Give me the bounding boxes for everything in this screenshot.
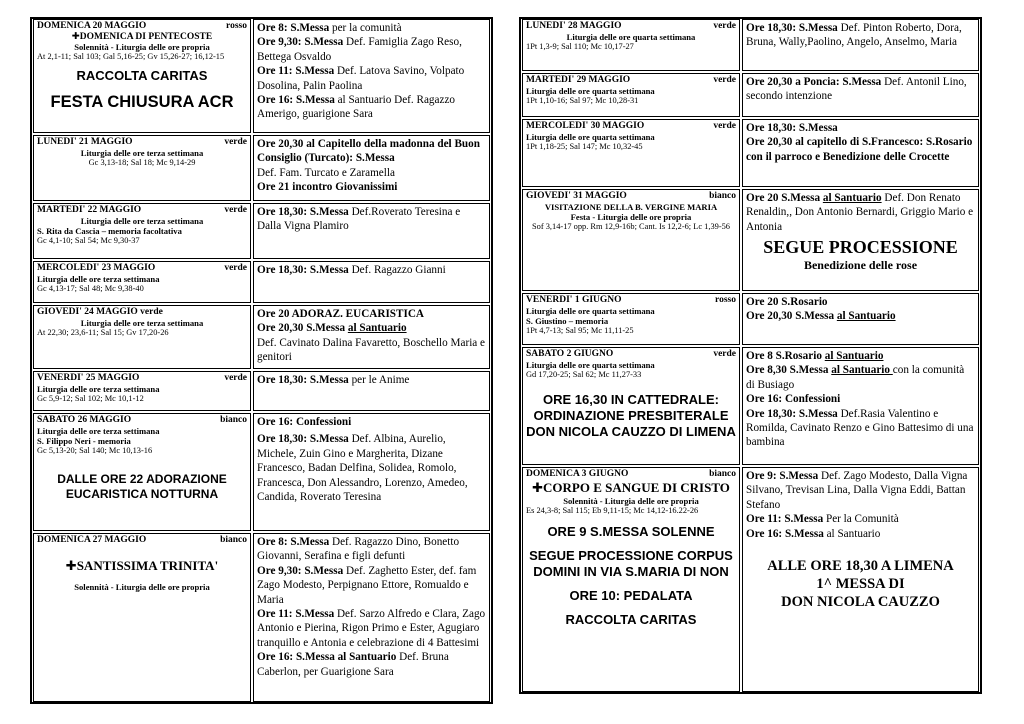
day-cell — [33, 261, 251, 303]
liturgical-color: rosso — [226, 21, 247, 31]
note-messa-solenne: ORE 9 S.MESSA SOLENNE — [547, 524, 715, 539]
mass-entry: Ore 8 S.Rosario al Santuario — [746, 350, 884, 362]
mass-cell — [742, 189, 979, 291]
memoria-note: S. Rita da Cascia – memoria facoltativa — [37, 226, 182, 236]
feast-name: VISITAZIONE DELLA B. VERGINE MARIA — [544, 202, 718, 212]
day-row-25-maggio — [32, 371, 491, 411]
day-row-1-giugno — [521, 293, 980, 345]
day-date: MARTEDI' 22 MAGGIO — [37, 205, 142, 215]
day-cell — [522, 19, 740, 71]
note-ordinazione: ORE 16,30 IN CATTEDRALE: ORDINAZIONE PRESBITERALE DON NICOLA CAUZZO DI LIMENA — [526, 392, 736, 439]
liturgy-note: Liturgia delle ore terza settimana — [80, 318, 204, 328]
day-cell — [33, 533, 251, 702]
mass-entry: Ore 18,30: S.Messa Def. Pinton Roberto, Dora, Bruna, Wally,Paolino, Angelo, Anselmo, Maria — [746, 22, 962, 49]
mass-entry: Ore 8: S.Messa Def. Ragazzo Dino, Bonetto Giovanni, Serafina e figli defunti — [257, 536, 460, 563]
readings: 1Pt 1,18-25; Sal 147; Mc 10,32-45 — [526, 142, 643, 151]
mass-cell — [253, 261, 490, 303]
cross-icon: ✚ — [65, 559, 77, 574]
mass-entry: Ore 18,30: S.Messa — [746, 122, 838, 134]
day-row-20-maggio — [32, 19, 491, 133]
note-rose: Benedizione delle rose — [803, 258, 918, 273]
mass-cell — [742, 73, 979, 117]
note-caritas: RACCOLTA CARITAS — [76, 68, 208, 83]
mass-entry: Ore 18,30: S.Messa per le Anime — [257, 374, 410, 386]
liturgy-note: Liturgia delle ore terza settimana — [37, 426, 160, 436]
liturgical-color: verde — [224, 137, 247, 147]
readings: Gc 3,13-18; Sal 18; Mc 9,14-29 — [88, 158, 196, 167]
day-date: SABATO 26 MAGGIO — [37, 415, 132, 425]
feast-name: SANTISSIMA TRINITA' — [76, 558, 219, 573]
mass-entry: Def. Fam. Turcato e Zaramella — [257, 166, 395, 179]
mass-cell — [253, 203, 490, 259]
liturgical-color: bianco — [220, 535, 247, 545]
mass-entry: Ore 20,30 a Poncia: S.Messa Def. Antonil Lino, secondo intenzione — [746, 76, 967, 103]
day-date: GIOVEDI' 24 MAGGIO verde — [37, 307, 163, 317]
readings: Gc 5,13-20; Sal 140; Mc 10,13-16 — [37, 446, 153, 455]
note-adorazione: DALLE ORE 22 ADORAZIONE EUCARISTICA NOTTURNA — [57, 472, 227, 501]
note-pedalata: ORE 10: PEDALATA — [569, 588, 693, 603]
mass-cell — [742, 119, 979, 187]
day-date: GIOVEDI' 31 MAGGIO — [526, 191, 627, 201]
liturgy-note: Liturgia delle ore quarta settimana — [526, 86, 655, 96]
liturgy-note: Liturgia delle ore quarta settimana — [526, 306, 655, 316]
day-row-3-giugno — [521, 467, 980, 692]
left-page — [30, 17, 493, 704]
liturgical-color: verde — [713, 121, 736, 131]
mass-entry: Ore 20,30 al Capitello della madonna del Buon Consiglio (Turcato): S.Messa — [257, 138, 480, 165]
note-prima-messa: 1^ MESSA DI — [816, 576, 905, 593]
mass-cell — [253, 413, 490, 531]
liturgical-color: bianco — [709, 469, 736, 479]
liturgical-color: verde — [224, 373, 247, 383]
day-row-31-maggio — [521, 189, 980, 291]
day-date: VENERDI' 1 GIUGNO — [526, 295, 622, 305]
day-cell — [522, 119, 740, 187]
day-row-30-maggio — [521, 119, 980, 187]
day-row-2-giugno — [521, 347, 980, 465]
day-row-21-maggio — [32, 135, 491, 201]
readings: Gc 4,13-17; Sal 48; Mc 9,38-40 — [37, 284, 144, 293]
cross-icon: ✚ — [532, 481, 544, 496]
note-festa-acr: FESTA CHIUSURA ACR — [50, 93, 234, 111]
liturgical-color: verde — [224, 263, 247, 273]
mass-entry: Ore 20,30 al capitello di S.Francesco: S.Rosario con il parroco e Benedizione delle Crocette — [746, 136, 973, 163]
mass-entry: Ore 16: Confessioni — [746, 393, 841, 406]
readings: At 2,1-11; Sal 103; Gal 5,16-25; Gv 15,26-27; 16,12-15 — [37, 52, 225, 61]
day-date: LUNEDI' 21 MAGGIO — [37, 137, 133, 147]
day-cell — [522, 73, 740, 117]
mass-entry: Ore 9: S.Messa Def. Zago Modesto, Dalla Vigna Silvano, Trevisan Lina, Dalla Vigna Eddi, Battan Stefano — [746, 470, 968, 511]
readings: 1Pt 4,7-13; Sal 95; Mc 11,11-25 — [526, 326, 634, 335]
day-date: LUNEDI' 28 MAGGIO — [526, 21, 622, 31]
day-date: SABATO 2 GIUGNO — [526, 349, 614, 359]
mass-entry: Ore 18,30: S.Messa Def. Albina, Aurelio, Michele, Zuin Gino e Margherita, Dizane Francesco, Badan Delfina, Solidea, Romolo, Francesca, Don Alessandro, Lorenzo, Amedeo, Candida, Roverato Teresina — [257, 433, 468, 504]
liturgy-note: Liturgia delle ore terza settimana — [80, 216, 204, 226]
day-cell — [33, 135, 251, 201]
liturgy-note: Solennità - Liturgia delle ore propria — [74, 42, 210, 52]
day-cell — [522, 467, 740, 692]
day-date: MERCOLEDI' 30 MAGGIO — [526, 121, 645, 131]
liturgical-color: rosso — [715, 295, 736, 305]
readings: Gc 5,9-12; Sal 102; Mc 10,1-12 — [37, 394, 144, 403]
day-cell — [33, 19, 251, 133]
readings: Es 24,3-8; Sal 115; Eb 9,11-15; Mc 14,12-16.22-26 — [526, 506, 699, 515]
mass-entry: Ore 18,30: S.Messa Def. Ragazzo Gianni — [257, 264, 446, 276]
note-processione: SEGUE PROCESSIONE — [763, 237, 958, 258]
mass-entry: Ore 16: S.Messa al Santuario Def. Ragazzo Amerigo, guarigione Sara — [257, 94, 456, 121]
mass-cell — [742, 467, 979, 692]
mass-cell — [253, 305, 490, 369]
mass-entry: Ore 8: S.Messa per la comunità — [257, 22, 402, 34]
mass-entry: Ore 18,30: S.Messa Def.Roverato Teresina e Dalla Vigna Plamiro — [257, 206, 461, 233]
mass-entry: Ore 9,30: S.Messa Def. Famiglia Zago Reso, Bettega Osvaldo — [257, 36, 462, 63]
mass-cell — [253, 19, 490, 133]
day-date: VENERDI' 25 MAGGIO — [37, 373, 140, 383]
day-row-23-maggio — [32, 261, 491, 303]
liturgy-note: Liturgia delle ore quarta settimana — [566, 32, 696, 42]
memoria-note: S. Giustino – memoria — [526, 316, 609, 326]
mass-entry: Ore 11: S.Messa Per la Comunità — [746, 513, 899, 526]
note-processione: SEGUE PROCESSIONE CORPUS DOMINI IN VIA S.MARIA DI NON — [529, 548, 733, 579]
day-cell — [33, 371, 251, 411]
day-row-28-maggio — [521, 19, 980, 71]
mass-entry: Ore 20,30 S.Messa al Santuario — [746, 310, 896, 323]
mass-entry: Ore 9,30: S.Messa Def. Zaghetto Ester, def. fam Zago Modesto, Perpignano Ettore, Romualdo e Maria — [257, 564, 477, 606]
day-date: MARTEDI' 29 MAGGIO — [526, 75, 631, 85]
day-row-24-maggio — [32, 305, 491, 369]
liturgical-color: verde — [713, 21, 736, 31]
liturgy-note: Liturgia delle ore quarta settimana — [526, 132, 655, 142]
liturgical-color: bianco — [709, 191, 736, 201]
liturgical-color: verde — [713, 349, 736, 359]
liturgy-note: Solennità - Liturgia delle ore propria — [563, 496, 699, 506]
day-cell — [522, 293, 740, 345]
feast-name: CORPO E SANGUE DI CRISTO — [543, 480, 730, 495]
readings: 1Pt 1,10-16; Sal 97; Mc 10,28-31 — [526, 96, 639, 105]
liturgy-note: Liturgia delle ore terza settimana — [80, 148, 204, 158]
memoria-note: S. Filippo Neri - memoria — [37, 436, 131, 446]
mass-cell — [253, 135, 490, 201]
mass-entry: Ore 18,30: S.Messa Def.Rasia Valentino e Romilda, Cavinato Renzo e Gino Battesimo di una bambina — [746, 407, 974, 449]
mass-entry: Ore 11: S.Messa Def. Sarzo Alfredo e Clara, Zago Antonio e Pierina, Rigon Primo e Ester, Agugiaro tranquillo e Antonia e celebrazione di 4 Battesimi — [257, 608, 486, 649]
mass-cell — [742, 293, 979, 345]
right-page — [519, 17, 982, 694]
mass-cell — [253, 371, 490, 411]
mass-cell — [253, 533, 490, 702]
liturgical-color: verde — [224, 205, 247, 215]
mass-cell — [742, 19, 979, 71]
mass-entry: Ore 8,30 S.Messa al Santuario con la comunità di Busiago — [746, 364, 965, 391]
day-cell — [33, 413, 251, 531]
liturgical-color: bianco — [220, 415, 247, 425]
day-cell — [33, 203, 251, 259]
readings: Sof 3,14-17 opp. Rm 12,9-16b; Cant. Is 12,2-6; Lc 1,39-56 — [532, 222, 730, 231]
mass-entry: Ore 20 S.Rosario — [746, 296, 828, 308]
readings: Gc 4,1-10; Sal 54; Mc 9,30-37 — [37, 236, 140, 245]
mass-entry: Ore 20,30 S.Messa al Santuario — [257, 322, 407, 335]
liturgy-note: Festa - Liturgia delle ore propria — [570, 212, 692, 222]
day-row-29-maggio — [521, 73, 980, 117]
liturgy-note: Liturgia delle ore terza settimana — [37, 384, 160, 394]
readings: 1Pt 1,3-9; Sal 110; Mc 10,17-27 — [526, 42, 634, 51]
mass-entry: Ore 11: S.Messa Def. Latova Savino, Volpato Dosolina, Palin Paolina — [257, 65, 465, 92]
cross-icon: ✚ — [71, 31, 80, 42]
day-row-26-maggio — [32, 413, 491, 531]
mass-entry: Ore 16: Confessioni — [257, 416, 352, 428]
liturgy-note: Liturgia delle ore terza settimana — [37, 274, 160, 284]
day-date: DOMENICA 3 GIUGNO — [526, 469, 629, 479]
mass-entry: Def. Cavinato Dalina Favaretto, Boschello Maria e genitori — [257, 336, 486, 364]
readings: Gd 17,20-25; Sal 62; Mc 11,27-33 — [526, 370, 642, 379]
mass-entry: Ore 16: S.Messa al Santuario — [746, 527, 881, 540]
day-cell — [522, 347, 740, 465]
note-don-nicola: DON NICOLA CAUZZO — [781, 594, 940, 611]
readings: At 22,30; 23,6-11; Sal 15; Gv 17,20-26 — [37, 328, 169, 337]
day-row-22-maggio — [32, 203, 491, 259]
mass-entry: Ore 20 ADORAZ. EUCARISTICA — [257, 308, 424, 320]
day-cell — [522, 189, 740, 291]
feast-name: DOMENICA DI PENTECOSTE — [79, 32, 213, 42]
mass-cell — [742, 347, 979, 465]
day-date: DOMENICA 27 MAGGIO — [37, 535, 147, 545]
note-caritas: RACCOLTA CARITAS — [565, 612, 697, 627]
liturgical-color: verde — [713, 75, 736, 85]
day-date: MERCOLEDI' 23 MAGGIO — [37, 263, 156, 273]
mass-entry: Ore 16: S.Messa al Santuario Def. Bruna Caberlon, per Guarigione Sara — [257, 651, 449, 678]
liturgy-note: Solennità - Liturgia delle ore propria — [74, 582, 210, 592]
day-cell — [33, 305, 251, 369]
liturgy-note: Liturgia delle ore quarta settimana — [526, 360, 655, 370]
mass-entry: Ore 21 incontro Giovanissimi — [257, 181, 398, 194]
note-limena: ALLE ORE 18,30 A LIMENA — [767, 558, 954, 575]
mass-entry: Ore 20 S.Messa al Santuario Def. Don Renato Renaldin,, Don Antonio Bernardi, Griggio Mario e Antonia — [746, 192, 974, 233]
day-date: DOMENICA 20 MAGGIO — [37, 21, 147, 31]
day-row-27-maggio — [32, 533, 491, 702]
